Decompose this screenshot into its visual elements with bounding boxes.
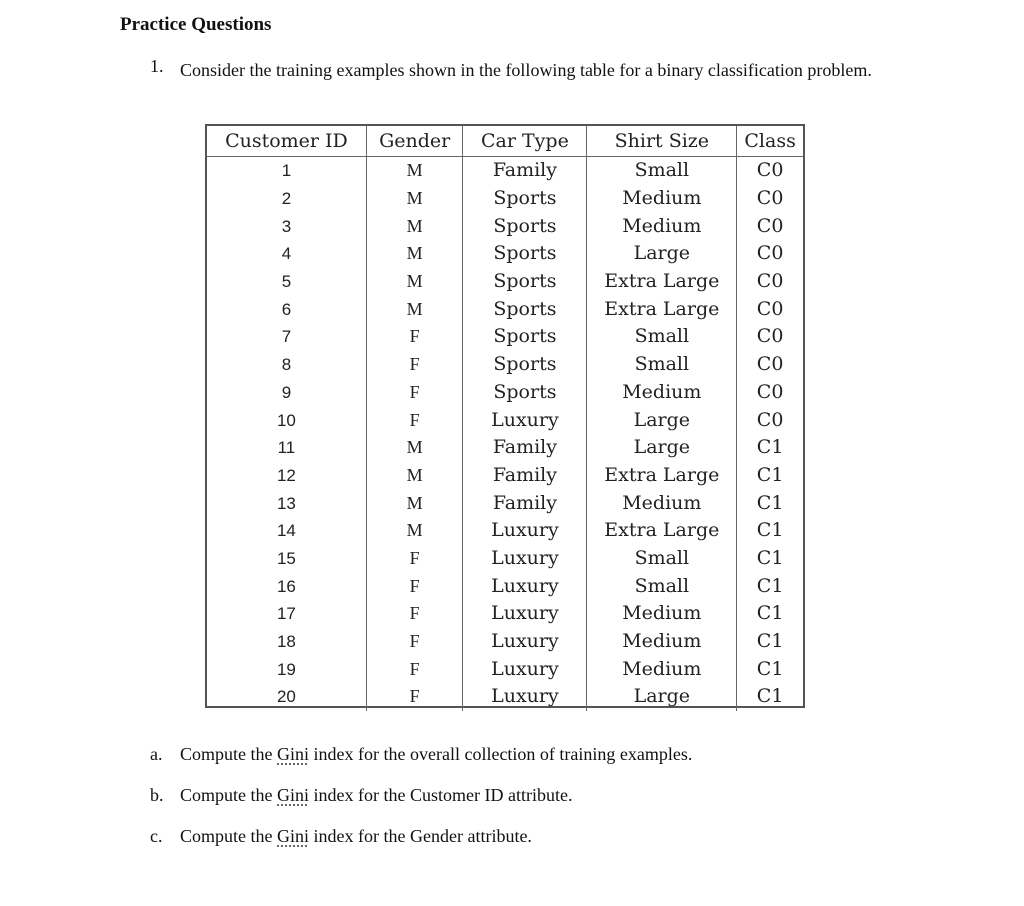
cell-car-type: Luxury — [463, 628, 587, 656]
table-row — [207, 683, 803, 711]
cell-class: C1 — [756, 436, 784, 459]
cell-gender: F — [366, 655, 463, 683]
cell-customer-id: 4 — [207, 240, 366, 268]
cell-customer-id: 14 — [207, 517, 366, 545]
cell-class: C0 — [756, 159, 784, 182]
cell-class: C1 — [756, 602, 784, 625]
subquestion-text-after: index for the Customer ID attribute. — [309, 785, 573, 805]
table-row — [207, 655, 803, 683]
cell-gender: F — [366, 572, 463, 600]
table-row — [207, 185, 803, 213]
table-row — [207, 600, 803, 628]
cell-gender: M — [366, 517, 463, 545]
cell-shirt-size: Extra Large — [587, 517, 737, 545]
cell-customer-id: 17 — [207, 600, 366, 628]
header-customer-id: Customer ID — [207, 126, 366, 157]
cell-gender: M — [366, 462, 463, 490]
cell-gender: F — [366, 628, 463, 656]
table-row — [207, 323, 803, 351]
table-row — [207, 628, 803, 656]
cell-shirt-size: Medium — [587, 628, 737, 656]
cell-class: C1 — [756, 574, 784, 597]
cell-customer-id: 5 — [207, 268, 366, 296]
gini-term: Gini — [277, 826, 310, 846]
subquestion-text-after: index for the overall collection of training examples. — [309, 744, 693, 764]
cell-customer-id: 11 — [207, 434, 366, 462]
cell-customer-id: 7 — [207, 323, 366, 351]
cell-class: C0 — [756, 353, 784, 376]
table-row — [207, 517, 803, 545]
cell-car-type: Family — [463, 157, 587, 185]
cell-customer-id: 19 — [207, 655, 366, 683]
subquestion-b — [150, 785, 572, 806]
cell-shirt-size: Medium — [587, 379, 737, 407]
cell-shirt-size: Small — [587, 545, 737, 573]
cell-shirt-size: Large — [587, 406, 737, 434]
cell-gender: F — [366, 323, 463, 351]
cell-gender: M — [366, 295, 463, 323]
subquestion-letter: a. — [150, 744, 163, 764]
table-row — [207, 572, 803, 600]
table-body — [207, 157, 803, 711]
cell-customer-id: 12 — [207, 462, 366, 490]
cell-gender: F — [366, 379, 463, 407]
subquestion-text-after: index for the Gender attribute. — [309, 826, 532, 846]
cell-shirt-size: Medium — [587, 185, 737, 213]
cell-car-type: Luxury — [463, 572, 587, 600]
subquestion-a — [150, 744, 692, 765]
subquestion-letter: c. — [150, 826, 163, 846]
cell-car-type: Luxury — [463, 545, 587, 573]
cell-customer-id: 6 — [207, 295, 366, 323]
question-text: Consider the training examples shown in the following table for a binary classification problem. — [180, 60, 872, 80]
header-shirt-size: Shirt Size — [587, 126, 737, 157]
cell-gender: M — [366, 268, 463, 296]
cell-car-type: Sports — [463, 323, 587, 351]
cell-customer-id: 9 — [207, 379, 366, 407]
cell-customer-id: 1 — [207, 157, 366, 185]
cell-gender: F — [366, 351, 463, 379]
cell-shirt-size: Medium — [587, 655, 737, 683]
cell-customer-id: 20 — [207, 683, 366, 711]
cell-class: C0 — [756, 214, 784, 237]
table-row — [207, 240, 803, 268]
cell-gender: F — [366, 683, 463, 711]
cell-shirt-size: Extra Large — [587, 268, 737, 296]
cell-gender: F — [366, 600, 463, 628]
cell-class: C1 — [756, 463, 784, 486]
cell-class: C0 — [756, 325, 784, 348]
gini-term: Gini — [277, 744, 310, 764]
table-row — [207, 489, 803, 517]
cell-customer-id: 18 — [207, 628, 366, 656]
cell-gender: M — [366, 240, 463, 268]
cell-car-type: Sports — [463, 379, 587, 407]
cell-car-type: Family — [463, 434, 587, 462]
table-header-row — [207, 126, 803, 157]
cell-customer-id: 10 — [207, 406, 366, 434]
cell-shirt-size: Small — [587, 323, 737, 351]
cell-car-type: Sports — [463, 351, 587, 379]
cell-class: C1 — [756, 630, 784, 653]
cell-class: C0 — [756, 408, 784, 431]
subquestion-c — [150, 826, 532, 847]
cell-car-type: Luxury — [463, 406, 587, 434]
cell-car-type: Sports — [463, 185, 587, 213]
cell-customer-id: 16 — [207, 572, 366, 600]
cell-class: C0 — [756, 242, 784, 265]
table-row — [207, 545, 803, 573]
cell-car-type: Sports — [463, 295, 587, 323]
cell-class: C1 — [756, 491, 784, 514]
subquestion-text-before: Compute the — [180, 826, 277, 846]
cell-class: C0 — [756, 187, 784, 210]
subquestion-letter: b. — [150, 785, 164, 805]
cell-shirt-size: Small — [587, 351, 737, 379]
cell-shirt-size: Medium — [587, 489, 737, 517]
cell-customer-id: 15 — [207, 545, 366, 573]
header-car-type: Car Type — [463, 126, 587, 157]
cell-customer-id: 13 — [207, 489, 366, 517]
subquestion-text-before: Compute the — [180, 744, 277, 764]
cell-class: C1 — [756, 519, 784, 542]
cell-class: C0 — [756, 270, 784, 293]
table-row — [207, 462, 803, 490]
cell-class: C1 — [756, 657, 784, 680]
table-row — [207, 268, 803, 296]
cell-shirt-size: Large — [587, 240, 737, 268]
cell-gender: M — [366, 212, 463, 240]
cell-class: C1 — [756, 546, 784, 569]
cell-class: C1 — [756, 685, 784, 708]
training-table — [205, 124, 805, 708]
cell-customer-id: 3 — [207, 212, 366, 240]
cell-car-type: Luxury — [463, 683, 587, 711]
cell-shirt-size: Small — [587, 157, 737, 185]
cell-class: C0 — [756, 380, 784, 403]
cell-car-type: Family — [463, 462, 587, 490]
cell-shirt-size: Medium — [587, 600, 737, 628]
cell-car-type: Sports — [463, 240, 587, 268]
cell-shirt-size: Extra Large — [587, 295, 737, 323]
question-number: 1. — [150, 56, 164, 76]
cell-gender: M — [366, 185, 463, 213]
table-row — [207, 157, 803, 185]
table-row — [207, 406, 803, 434]
table-row — [207, 434, 803, 462]
table-row — [207, 379, 803, 407]
table-row — [207, 212, 803, 240]
subquestion-text-before: Compute the — [180, 785, 277, 805]
cell-gender: M — [366, 434, 463, 462]
cell-car-type: Family — [463, 489, 587, 517]
cell-class: C0 — [756, 297, 784, 320]
cell-car-type: Luxury — [463, 600, 587, 628]
gini-term: Gini — [277, 785, 310, 805]
cell-gender: M — [366, 489, 463, 517]
header-class: Class — [737, 126, 803, 157]
cell-customer-id: 8 — [207, 351, 366, 379]
header-gender: Gender — [366, 126, 463, 157]
cell-shirt-size: Extra Large — [587, 462, 737, 490]
table-row — [207, 351, 803, 379]
cell-gender: F — [366, 406, 463, 434]
cell-car-type: Luxury — [463, 517, 587, 545]
cell-car-type: Sports — [463, 268, 587, 296]
cell-car-type: Luxury — [463, 655, 587, 683]
cell-gender: M — [366, 157, 463, 185]
table-row — [207, 295, 803, 323]
cell-shirt-size: Small — [587, 572, 737, 600]
cell-customer-id: 2 — [207, 185, 366, 213]
page-title: Practice Questions — [120, 14, 272, 35]
cell-shirt-size: Medium — [587, 212, 737, 240]
cell-gender: F — [366, 545, 463, 573]
cell-shirt-size: Large — [587, 683, 737, 711]
cell-shirt-size: Large — [587, 434, 737, 462]
cell-car-type: Sports — [463, 212, 587, 240]
